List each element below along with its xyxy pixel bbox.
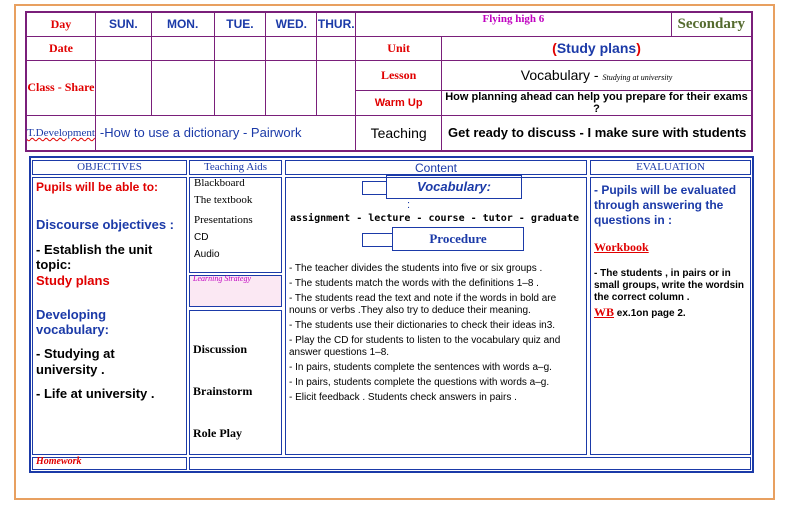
cs-thur[interactable] — [317, 60, 356, 115]
tdev-value: -How to use a dictionary - Pairwork — [95, 115, 355, 151]
obj-topic: Study plans — [36, 273, 110, 288]
aid-audio: Audio — [194, 249, 220, 260]
aids-list — [194, 177, 253, 264]
tdev-text: T.Development — [27, 126, 95, 139]
lesson-text: Vocabulary - — [520, 67, 603, 83]
eval-wb: WB — [594, 305, 615, 319]
teaching-value: Get ready to discuss - I make sure with students — [442, 115, 752, 151]
stage-label: Secondary — [671, 12, 752, 36]
aid-cd: CD — [194, 232, 209, 243]
aid-presentations: Presentations — [194, 214, 253, 226]
tdev-label — [26, 115, 95, 151]
aids-header: Teaching Aids — [189, 160, 282, 175]
lesson-label: Lesson — [356, 60, 442, 90]
teaching-label: Teaching — [356, 115, 442, 151]
vocab-words: assignment - lecture - course - tutor - graduate — [290, 213, 579, 224]
vocab-title: Vocabulary: — [386, 175, 522, 199]
day-wed[interactable]: WED. — [266, 12, 317, 36]
procedure-bracket — [362, 233, 392, 247]
cs-tue[interactable] — [214, 60, 266, 115]
aid-textbook: The textbook — [194, 194, 253, 206]
date-tue[interactable] — [214, 36, 266, 60]
eval-wb-line — [594, 305, 686, 320]
strategy-roleplay: Role Play — [193, 426, 242, 440]
date-thur[interactable] — [317, 36, 356, 60]
obj-discourse: Discourse objectives : — [36, 217, 174, 232]
day-tue[interactable]: TUE. — [214, 12, 266, 36]
obj-item2: - Life at university . — [36, 386, 155, 401]
step-8: - Elicit feedback . Students check answers in pairs . — [289, 392, 517, 403]
warmup-value: How planning ahead can help you prepare for their exams ? — [442, 90, 752, 115]
book-title: Flying high 6 — [356, 12, 671, 36]
cs-sun[interactable] — [95, 60, 151, 115]
warmup-label: Warm Up — [356, 90, 442, 115]
strategy-label: Learning Strategy — [193, 274, 251, 283]
procedure-steps — [289, 263, 585, 407]
eval-task: - The students , in pairs or in small groups, write the wordsin the correct column . — [594, 268, 745, 303]
obj-developing: Developing vocabulary: — [36, 307, 109, 337]
vocab-colon: : — [407, 199, 411, 211]
strategy-brainstorm: Brainstorm — [193, 384, 253, 398]
unit-value: (Study plans) — [442, 36, 752, 60]
day-sun[interactable]: SUN. — [95, 12, 151, 36]
unit-label: Unit — [356, 36, 442, 60]
evaluation-header: EVALUATION — [590, 160, 751, 175]
step-3: - The students read the text and note if the words in bold are nouns or verbs .They also try to deduce their meaning. — [289, 293, 557, 316]
aid-blackboard: Blackboard — [194, 177, 245, 189]
day-thur[interactable]: THUR. — [317, 12, 356, 36]
date-sun[interactable] — [95, 36, 151, 60]
lesson-sub: Studying at university — [602, 73, 673, 82]
day-mon[interactable]: MON. — [151, 12, 214, 36]
strategy-discussion: Discussion — [193, 342, 248, 356]
date-mon[interactable] — [151, 36, 214, 60]
eval-intro: - Pupils will be evaluated through answering the questions in : — [594, 183, 737, 227]
unit-text: Study plans — [556, 40, 637, 56]
content-header: Content — [285, 160, 587, 175]
cs-wed[interactable] — [266, 60, 317, 115]
objectives-header: OBJECTIVES — [32, 160, 187, 175]
class-share-label: Class - Share — [26, 60, 95, 115]
step-6: - In pairs, students complete the sentences with words a–g. — [289, 362, 552, 373]
step-5: - Play the CD for students to listen to the vocabulary quiz and answer questions 1–8. — [289, 335, 561, 358]
obj-intro: Pupils will be able to: — [36, 180, 159, 194]
obj-establish: - Establish the unit topic: — [36, 242, 153, 272]
step-2: - The students match the words with the definitions 1–8 . — [289, 278, 539, 289]
vocab-bracket — [362, 181, 387, 195]
header-table — [25, 11, 753, 152]
date-wed[interactable] — [266, 36, 317, 60]
date-label: Date — [26, 36, 95, 60]
cs-mon[interactable] — [151, 60, 214, 115]
obj-item1: - Studying at university . — [36, 346, 115, 377]
step-7: - In pairs, students complete the questions with words a–g. — [289, 377, 550, 388]
step-1: - The teacher divides the students into five or six groups . — [289, 263, 543, 274]
homework-value[interactable] — [189, 457, 751, 470]
procedure-title: Procedure — [392, 227, 524, 251]
homework-label: Homework — [36, 456, 82, 467]
eval-workbook: Workbook — [594, 240, 649, 254]
eval-wb-rest: ex.1on page 2. — [614, 308, 686, 319]
lesson-value — [442, 60, 752, 90]
day-label: Day — [26, 12, 95, 36]
step-4: - The students use their dictionaries to check their ideas in3. — [289, 320, 556, 331]
